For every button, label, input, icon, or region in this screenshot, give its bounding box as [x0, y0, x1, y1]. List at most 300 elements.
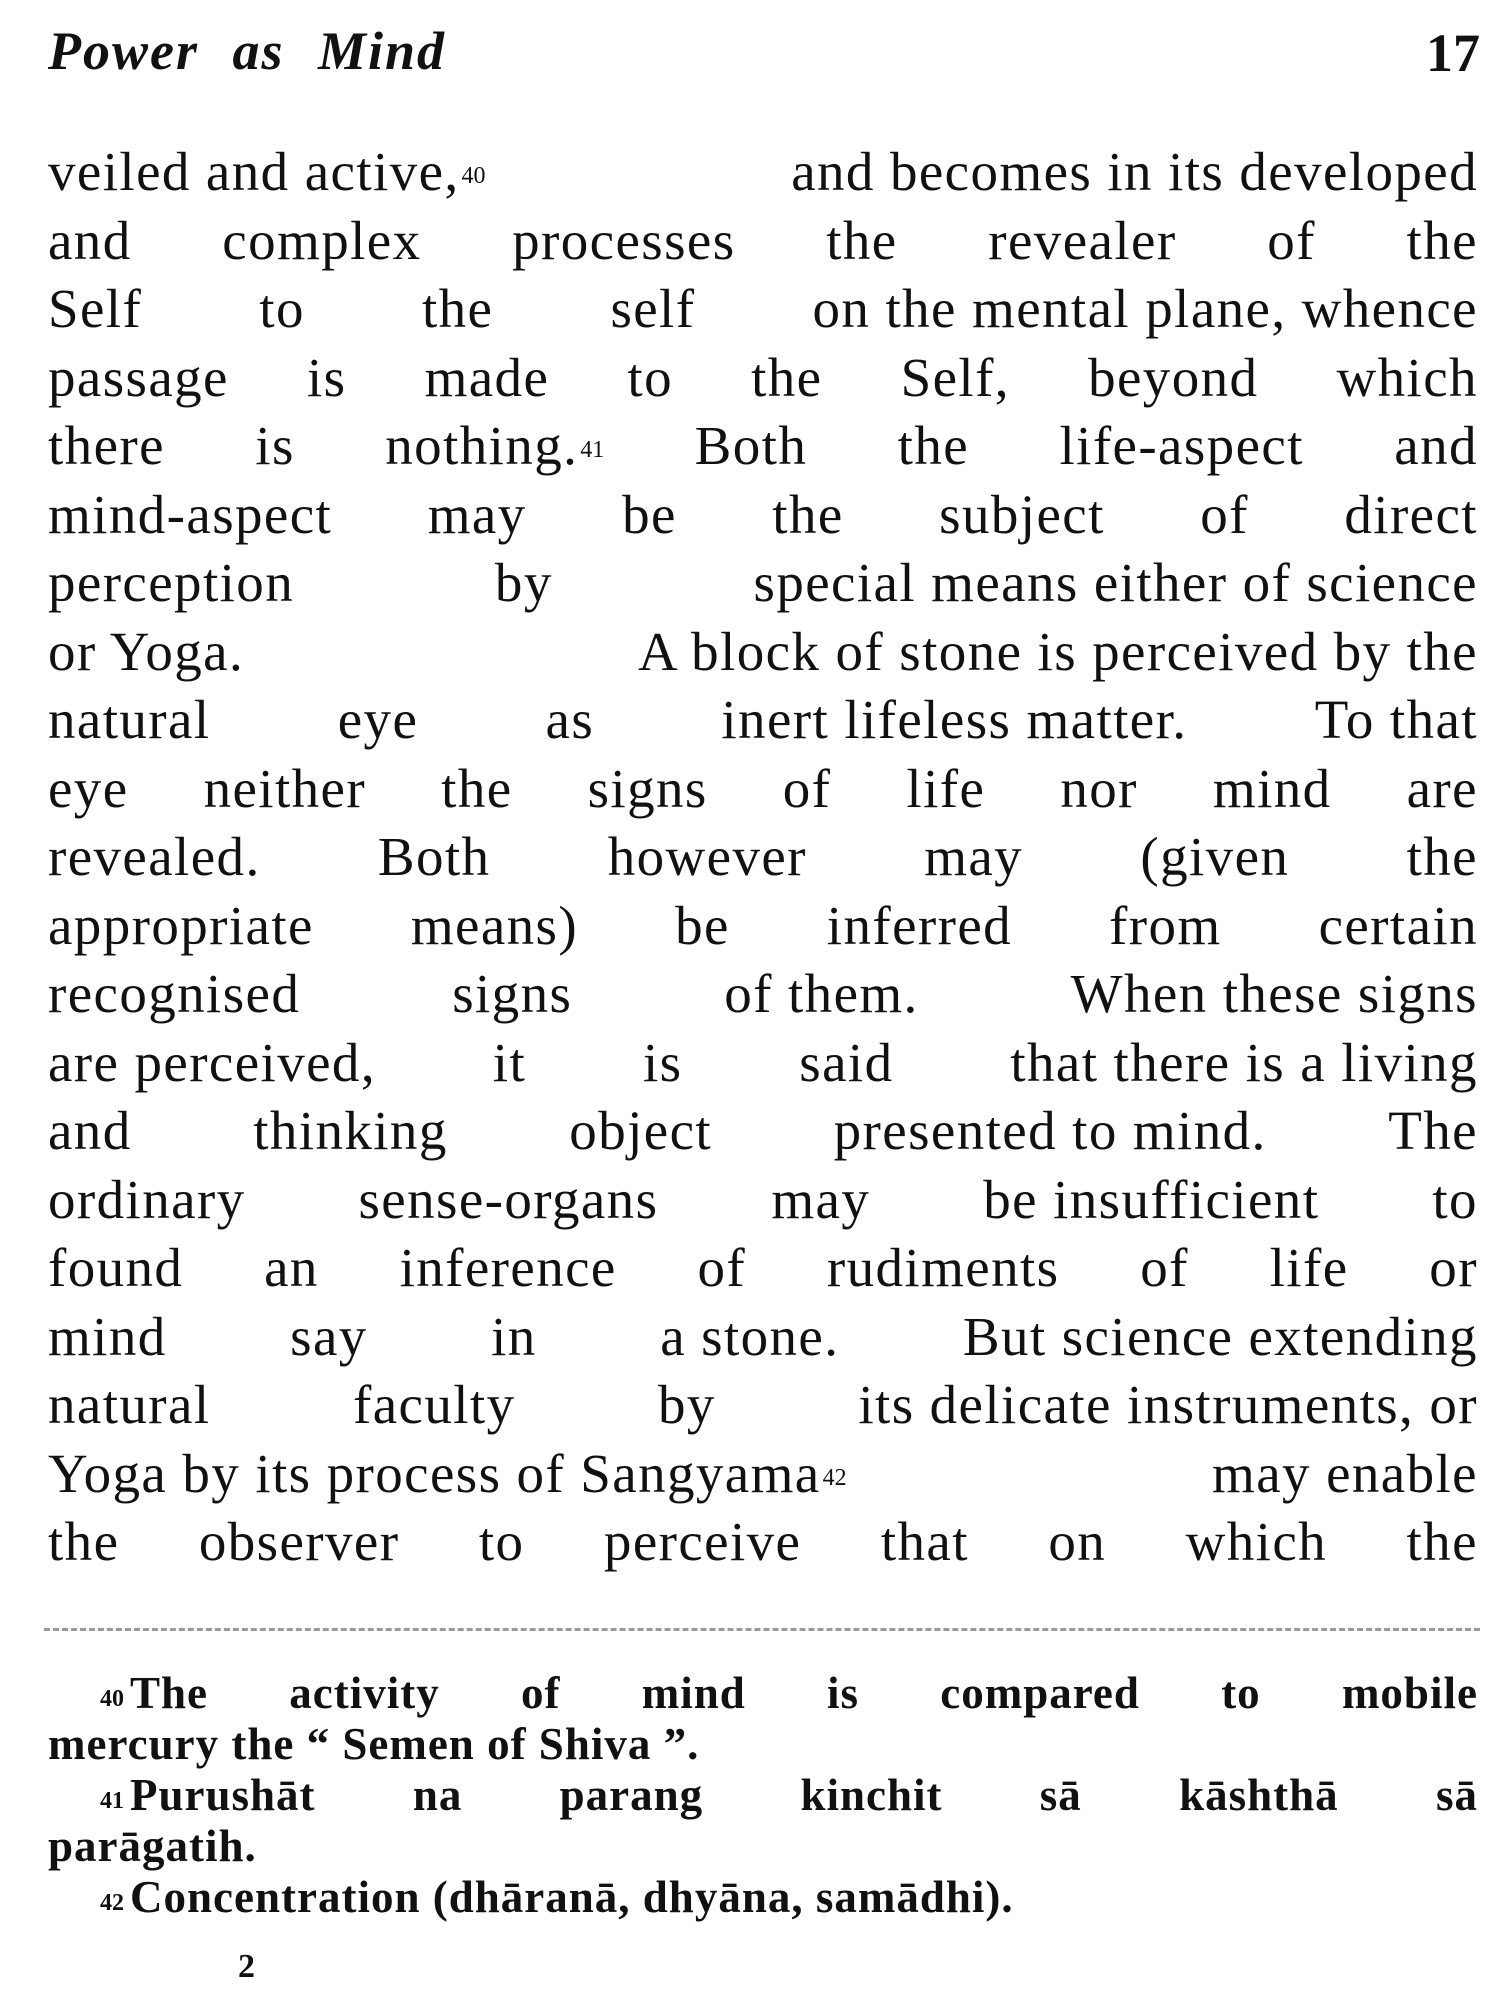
word-text: on [1048, 1511, 1107, 1572]
word [1212, 1440, 1478, 1509]
word [1315, 686, 1478, 755]
word [569, 1097, 712, 1166]
text-line [48, 412, 1478, 481]
word-text: a stone. [660, 1305, 840, 1367]
word-text: found [48, 1237, 184, 1298]
footnote-word-text: activity [289, 1668, 440, 1718]
word [1388, 1097, 1478, 1166]
word [826, 207, 897, 276]
text-line [48, 1097, 1478, 1166]
word [48, 755, 129, 824]
footnote-word [1221, 1668, 1261, 1719]
text-line [48, 275, 1478, 344]
word [721, 686, 1187, 755]
word-text: may [924, 826, 1024, 887]
word-text: Self, [900, 346, 1010, 408]
word [48, 412, 165, 481]
word-text: eye [48, 757, 129, 819]
word [222, 207, 421, 276]
footnote-word-text: mercury the “ Semen of Shiva ”. [48, 1719, 700, 1769]
word-text: the [751, 346, 823, 408]
word [204, 755, 367, 824]
word-text: The [1388, 1100, 1478, 1161]
word-text: is [642, 1031, 683, 1093]
word-text: But science extending [962, 1305, 1478, 1367]
word [658, 1371, 716, 1440]
word [988, 207, 1176, 276]
footnote-word [413, 1770, 463, 1821]
word [608, 823, 807, 892]
word [698, 1234, 747, 1303]
word [1200, 481, 1249, 550]
word-text: its delicate instruments, or [858, 1374, 1478, 1435]
word-text: may enable [1212, 1442, 1478, 1504]
text-line [48, 1303, 1478, 1372]
word-text: to [478, 1511, 525, 1572]
word-text: the [48, 1511, 120, 1572]
word-text: made [424, 346, 550, 408]
word-text: complex [222, 209, 422, 271]
word [588, 755, 708, 824]
footnote-word-text: Purushāt [130, 1770, 316, 1820]
word-text: from [1109, 894, 1222, 956]
word [290, 1303, 368, 1372]
word [48, 1097, 132, 1166]
word [199, 1508, 400, 1577]
word-text: of [1140, 1237, 1189, 1298]
word [48, 1029, 376, 1098]
word-text: mind [1212, 757, 1332, 819]
word-text: faculty [353, 1374, 516, 1435]
word-text: the [1406, 1511, 1478, 1572]
word-text: be [622, 483, 677, 545]
word [441, 755, 512, 824]
word-text: Yoga by its process of Sangyama [48, 1442, 821, 1504]
word [48, 686, 211, 755]
footnote-word-text: to [1221, 1668, 1261, 1718]
word-text: beyond [1088, 346, 1259, 408]
word-text: signs [587, 757, 708, 819]
word [255, 412, 295, 481]
word-text: in [491, 1305, 537, 1367]
word [353, 1371, 516, 1440]
word-text: is [255, 415, 295, 476]
word-text: presented to mind. [833, 1100, 1267, 1161]
footnote-word [1342, 1668, 1478, 1719]
word [48, 207, 132, 276]
word-text: of them. [724, 963, 919, 1024]
word-text: signs [452, 963, 573, 1024]
footnote-word-text: Concentration (dhāranā, dhyāna, samādhi). [130, 1872, 1014, 1922]
word [1048, 1508, 1106, 1577]
word-text: that there is a living [1010, 1031, 1478, 1093]
word-text: life-aspect [1059, 415, 1304, 476]
word [1267, 207, 1316, 276]
footnote-word [642, 1668, 746, 1719]
footnote-word [521, 1668, 561, 1719]
footnote-ref: 42 [822, 1464, 847, 1491]
word-text: and [48, 1100, 132, 1161]
word-text: by [494, 552, 553, 613]
word [827, 1234, 1060, 1303]
word [901, 344, 1010, 413]
word [48, 1371, 211, 1440]
text-line [48, 1508, 1478, 1577]
word-text: of [782, 757, 832, 819]
word [643, 1029, 683, 1098]
word-text: subject [939, 483, 1105, 545]
text-line [48, 686, 1478, 755]
word [400, 1234, 617, 1303]
word-text: to [259, 278, 305, 339]
word-text: are perceived, [48, 1031, 376, 1093]
word-text: the [897, 415, 970, 476]
word-text: natural [48, 1374, 211, 1435]
word-text: which [1185, 1511, 1328, 1572]
footnote-42-line [48, 1872, 1478, 1923]
word-text: the [1406, 826, 1478, 887]
word [48, 823, 261, 892]
word [253, 1097, 448, 1166]
word-text: said [799, 1031, 894, 1093]
word [48, 892, 314, 961]
word [493, 1029, 526, 1098]
word-text: special means either of science [753, 552, 1478, 613]
word [751, 344, 822, 413]
word [881, 1508, 969, 1577]
word [675, 892, 730, 961]
word [259, 275, 305, 344]
body-text [48, 138, 1478, 1577]
word-text: perceive [603, 1511, 802, 1572]
word-text: Both [694, 415, 808, 476]
word-text: thinking [253, 1100, 448, 1161]
word-text: observer [198, 1511, 400, 1572]
word-text: be [675, 894, 730, 956]
word [660, 1303, 839, 1372]
footnote-word [940, 1668, 1140, 1719]
page-number: 17 [1426, 23, 1480, 83]
word-text: To that [1314, 689, 1478, 750]
word [827, 892, 1012, 961]
word [1407, 1508, 1478, 1577]
word [1109, 892, 1222, 961]
footnote-word [800, 1770, 942, 1821]
footnote-word [48, 1821, 277, 1872]
word [622, 481, 677, 550]
word-text: inference [399, 1237, 617, 1298]
footnote-word [100, 1770, 316, 1821]
word [48, 960, 300, 1029]
word-text: Self [48, 278, 143, 339]
text-line [48, 481, 1478, 550]
word-text: rudiments [826, 1237, 1060, 1298]
word-text: however [607, 826, 807, 887]
word-text: nothing. [385, 415, 579, 476]
word [1407, 755, 1478, 824]
word [627, 344, 673, 413]
footnote-word [1040, 1770, 1082, 1821]
word-text: is [306, 346, 347, 408]
word-text: direct [1344, 483, 1478, 545]
footnote-number: 41 [100, 1788, 124, 1814]
word-text: be insufficient [983, 1168, 1320, 1230]
word-text: mind-aspect [48, 483, 333, 545]
word-text: or Yoga. [48, 620, 245, 682]
text-line [48, 1371, 1478, 1440]
word-text: may [771, 1168, 871, 1230]
word-text: which [1336, 346, 1478, 408]
word [983, 1166, 1319, 1235]
text-line [48, 823, 1478, 892]
footnote-word [1436, 1770, 1478, 1821]
word-text: may [427, 483, 527, 545]
word [1213, 755, 1332, 824]
word-text: processes [512, 209, 736, 271]
text-line [48, 618, 1478, 687]
word [610, 275, 695, 344]
word [799, 1029, 893, 1098]
word [1429, 1234, 1478, 1303]
footnote-word-text: of [520, 1668, 561, 1718]
word [1140, 1234, 1189, 1303]
word [1337, 344, 1478, 413]
word [1140, 823, 1289, 892]
footnote-word-text: kāshthā [1179, 1770, 1339, 1820]
footnote-separator [44, 1628, 1480, 1631]
word [1407, 823, 1478, 892]
text-line [48, 549, 1478, 618]
word [754, 549, 1478, 618]
word-text: inert lifeless matter. [721, 689, 1188, 750]
word [1060, 755, 1138, 824]
word [411, 892, 578, 961]
word [724, 960, 919, 1029]
footnote-word-text: The [130, 1668, 209, 1718]
word [48, 1303, 167, 1372]
word [1010, 1029, 1478, 1098]
word [1407, 207, 1478, 276]
word [1319, 892, 1478, 961]
word [695, 412, 808, 481]
word-text: say [290, 1305, 368, 1367]
word [512, 207, 735, 276]
word-text: revealed. [48, 826, 261, 887]
footnote-40-line [48, 1668, 1478, 1719]
word [48, 549, 294, 618]
footnote-40-line [48, 1719, 1478, 1770]
word-text: and becomes in its developed [791, 141, 1478, 202]
footnote-ref: 40 [461, 163, 486, 189]
footnote-word-text: kinchit [800, 1770, 943, 1820]
word-text: or [1429, 1237, 1478, 1298]
word [604, 1508, 801, 1577]
word [898, 412, 969, 481]
text-line [48, 755, 1478, 824]
word [1059, 412, 1303, 481]
word-text: nor [1060, 757, 1138, 819]
text-line [48, 960, 1478, 1029]
word [48, 344, 229, 413]
footnote-word [48, 1719, 719, 1770]
word [1394, 412, 1478, 481]
word [385, 412, 604, 481]
word-text: the [826, 209, 898, 271]
text-line [48, 1029, 1478, 1098]
word-text: inferred [826, 894, 1013, 956]
word [1088, 344, 1258, 413]
word-text: to [627, 346, 673, 408]
running-head [48, 20, 1480, 90]
footnote-word-text: is [827, 1668, 860, 1718]
signature-mark: 2 [238, 1948, 255, 1985]
word-text: life [906, 757, 986, 819]
word [378, 823, 491, 892]
word-text: sense-organs [358, 1168, 659, 1230]
footnote-word-text: mind [641, 1668, 746, 1718]
word [425, 344, 550, 413]
footnote-word-text: mobile [1341, 1668, 1478, 1718]
text-line [48, 1166, 1478, 1235]
word [491, 1303, 537, 1372]
word [307, 344, 347, 413]
word [783, 755, 832, 824]
word [924, 823, 1023, 892]
footnote-word [100, 1872, 1034, 1923]
word-text: and [48, 209, 132, 271]
word [858, 1371, 1478, 1440]
word [48, 275, 142, 344]
word-text: that [880, 1511, 969, 1572]
word-text: are [1406, 757, 1478, 819]
word-text: appropriate [48, 894, 314, 956]
footnote-41-line [48, 1770, 1478, 1821]
word [48, 1166, 246, 1235]
word [546, 686, 595, 755]
footnote-word-text: sā [1435, 1770, 1478, 1820]
word-text: When these signs [1070, 963, 1478, 1024]
word-text: the [1406, 209, 1478, 271]
word-text: recognised [48, 963, 301, 1024]
footnote-word-text: compared [940, 1668, 1140, 1718]
word-text: mind [48, 1305, 167, 1367]
word-text: self [610, 278, 696, 339]
word [428, 481, 527, 550]
word-text: object [569, 1100, 713, 1161]
word-text: the [772, 483, 844, 545]
footnotes [48, 1668, 1478, 1923]
footnote-number: 40 [100, 1686, 124, 1712]
word-text: the [421, 278, 494, 339]
word-text: (given [1140, 826, 1290, 887]
word-text: of [1267, 209, 1316, 271]
word [338, 686, 419, 755]
word-text: ordinary [48, 1168, 246, 1230]
word [48, 138, 486, 207]
word-text: veiled and active, [48, 141, 460, 202]
word-text: perception [48, 552, 295, 613]
footnote-word [827, 1668, 859, 1719]
word [772, 481, 843, 550]
text-line [48, 344, 1478, 413]
word-text: revealer [988, 209, 1177, 271]
word-text: eye [337, 689, 419, 750]
footnote-word-text: parang [559, 1770, 704, 1820]
footnote-word [1179, 1770, 1339, 1821]
word-text: passage [48, 346, 229, 408]
word [1186, 1508, 1327, 1577]
word-text: to [1432, 1168, 1478, 1230]
word [1432, 1166, 1478, 1235]
word [771, 1166, 870, 1235]
text-line [48, 138, 1478, 207]
footnote-word [100, 1668, 208, 1719]
word-text: natural [48, 689, 211, 750]
footnote-word [289, 1668, 439, 1719]
footnote-word-text: na [412, 1770, 463, 1820]
word-text: of [1200, 483, 1249, 545]
word [264, 1234, 319, 1303]
word [48, 1234, 183, 1303]
word-text: an [264, 1237, 319, 1298]
word [422, 275, 493, 344]
footnote-word [560, 1770, 704, 1821]
word [1344, 481, 1478, 550]
text-line [48, 207, 1478, 276]
word-text: certain [1318, 894, 1478, 956]
word-text: the [441, 757, 513, 819]
word-text: means) [410, 894, 579, 956]
word [48, 618, 244, 687]
word [48, 481, 332, 550]
word-text: neither [203, 757, 367, 819]
text-line [48, 892, 1478, 961]
word [479, 1508, 525, 1577]
word [359, 1166, 659, 1235]
word-text: Both [377, 826, 491, 887]
word-text: on the mental plane, whence [812, 278, 1478, 339]
word-text: of [697, 1237, 747, 1298]
footnote-41-line [48, 1821, 1478, 1872]
text-line [48, 1440, 1478, 1509]
footnote-ref: 41 [580, 437, 605, 463]
word [48, 1440, 847, 1509]
word-text: A block of stone is perceived by the [637, 620, 1478, 682]
word [495, 549, 553, 618]
running-title: Power as Mind [48, 21, 447, 81]
footnote-word-text: sā [1039, 1770, 1082, 1820]
word [834, 1097, 1267, 1166]
word [791, 138, 1478, 207]
word [638, 618, 1478, 687]
word-text: and [1394, 415, 1478, 476]
word [813, 275, 1478, 344]
word [939, 481, 1105, 550]
text-line [48, 1234, 1478, 1303]
word [452, 960, 572, 1029]
footnote-word-text: parāgatih. [48, 1821, 257, 1871]
word-text: life [1269, 1237, 1349, 1298]
word [906, 755, 985, 824]
word [1270, 1234, 1349, 1303]
word-text: by [658, 1374, 716, 1435]
word-text: as [545, 689, 595, 750]
word-text: it [492, 1031, 527, 1093]
word [1071, 960, 1478, 1029]
word [48, 1508, 119, 1577]
footnote-number: 42 [100, 1890, 124, 1916]
word-text: there [48, 415, 165, 476]
